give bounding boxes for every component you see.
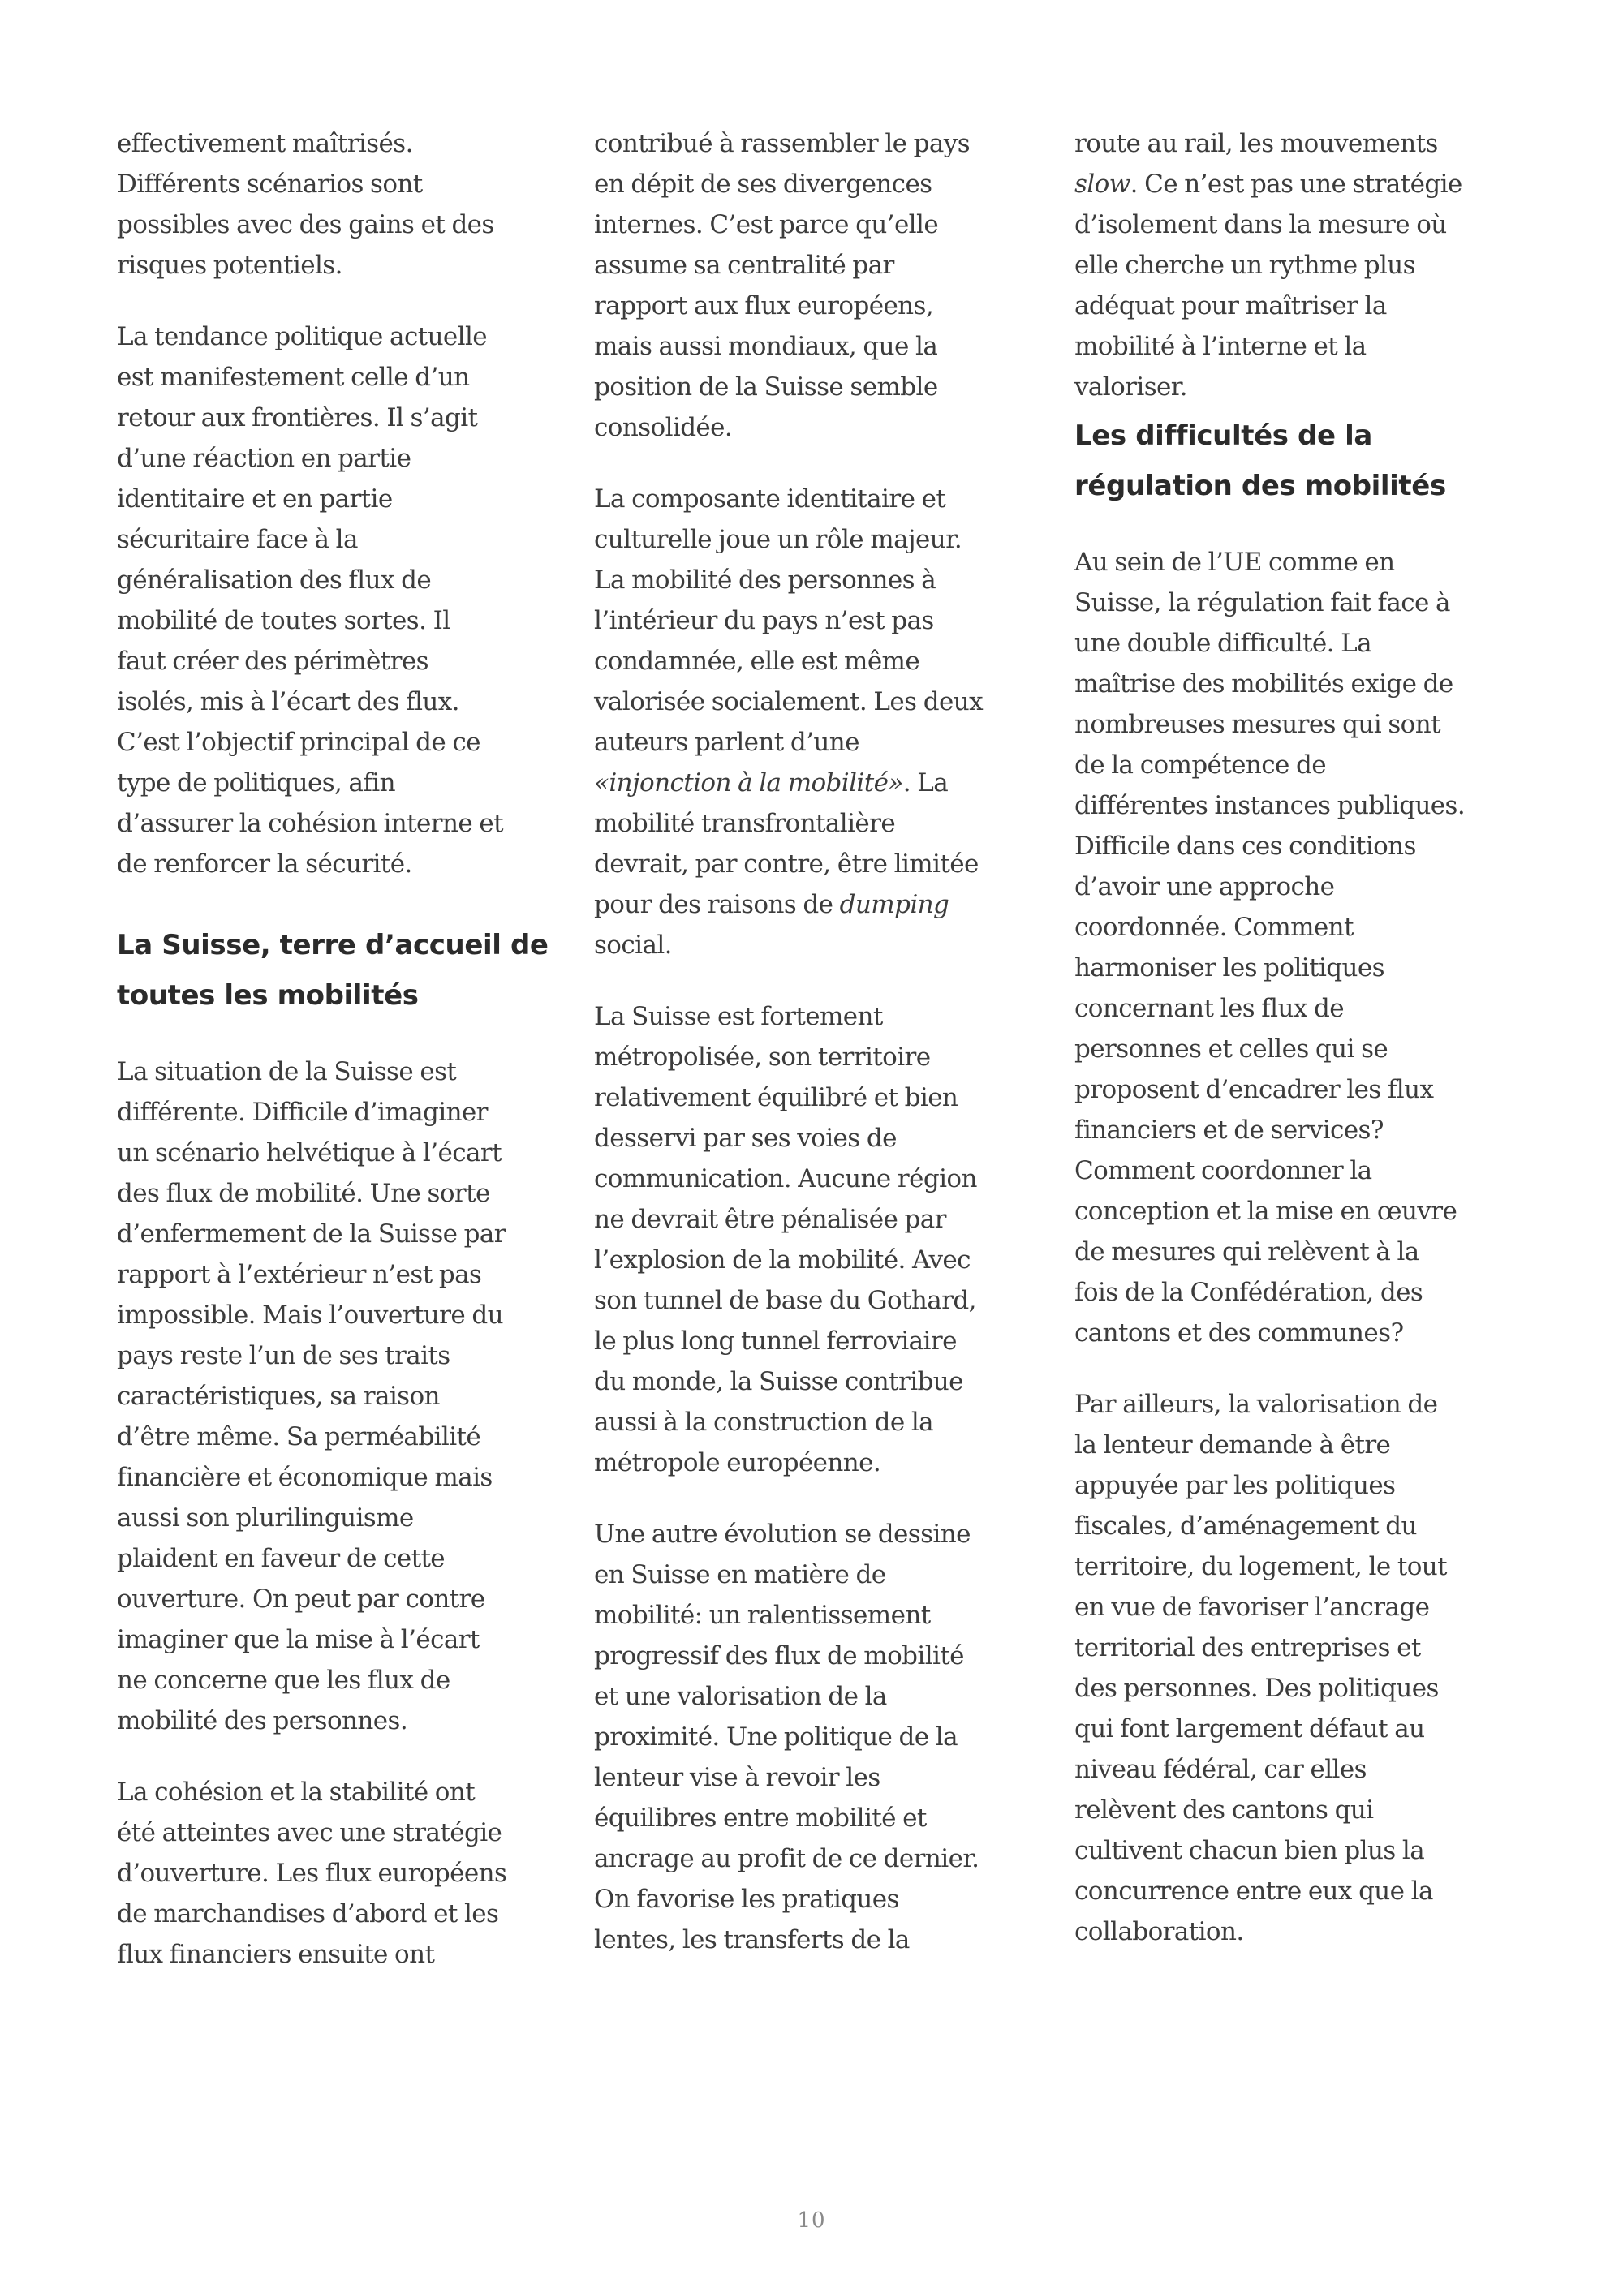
paragraph-text: social.: [594, 931, 672, 960]
paragraph-text: . Ce n’est pas une stratégie d’isolement dans la mesure où elle cherche un rythme plus adéquat pour maîtriser la mobilité à l’interne et la valoriser.: [1074, 170, 1462, 402]
column-1: [117, 123, 571, 1975]
paragraph: Au sein de l’UE comme en Suisse, la régulation fait face à une double difficulté. La maîtrise des mobilités exige de nombreuses mesures qui sont de la compétence de différentes instances publiques. Difficile dans ces conditions d’avoir une approche coordonnée. Comment harmoniser les politiques concernant les flux de personnes et celles qui se proposent d’encadrer les flux financiers et de services? Comment coordonner la conception et la mise en œuvre de mesures qui relèvent à la fois de la Confédération, des cantons et des communes?: [1074, 548, 1466, 1348]
paragraph: La situation de la Suisse est différente. Difficile d’imaginer un scénario helvétique à l’écart des flux de mobilité. Une sorte d’enfermement de la Suisse par rapport à l’extérieur n’est pas impossible. Mais l’ouverture du pays reste l’un de ses traits caractéristiques, sa raison d’être même. Sa perméabilité financière et économique mais aussi son plurilinguisme plaident en faveur de cette ouverture. On peut par contre imaginer que la mise à l’écart ne concerne que les flux de mobilité des personnes.: [117, 1057, 506, 1735]
column-2: [594, 123, 1048, 1960]
paragraph: contribué à rassembler le pays en dépit de ses divergences internes. C’est parce qu’elle assume sa centralité par rapport aux flux européens, mais aussi mondiaux, que la position de la Suisse semble consolidée.: [594, 129, 971, 442]
emphasis-text: slow: [1074, 170, 1130, 199]
paragraph: La cohésion et la stabilité ont été atteintes avec une stratégie d’ouverture. Les flux européens de marchandises d’abord et les flux financiers ensuite ont: [117, 1778, 507, 1969]
paragraph: Par ailleurs, la valorisation de la lenteur demande à être appuyée par les politiques fiscales, d’aménagement du territoire, du logement, le tout en vue de favoriser l’ancrage territorial des entreprises et des personnes. Des politiques qui font largement défaut au niveau fédéral, car elles relèvent des cantons qui cultivent chacun bien plus la concurrence entre eux que la collaboration.: [1074, 1390, 1448, 1946]
section-heading: La Suisse, terre d’accueil de toutes les mobilités: [117, 929, 549, 1012]
paragraph: [1074, 123, 1529, 407]
paragraph-text: La composante identitaire et culturelle joue un rôle majeur. La mobilité des personnes à l’intérieur du pays n’est pas condamnée, elle est même valorisée socialement. Les deux auteurs parlent d’une: [594, 484, 983, 757]
paragraph: Une autre évolution se dessine en Suisse en matière de mobilité: un ralentissement progressif des flux de mobilité et une valorisation de la proximité. Une politique de la lenteur vise à revoir les équilibres entre mobilité et ancrage au profit de ce dernier. On favorise les pratiques lentes, les transferts de la: [594, 1520, 979, 1954]
column-3: [1074, 123, 1529, 1952]
emphasis-text: dumping: [839, 890, 949, 919]
paragraph-text: route au rail, les mouvements: [1074, 129, 1438, 158]
section-heading: Les difficultés de la régulation des mobilités: [1074, 419, 1446, 502]
paragraph: effectivement maîtrisés. Différents scénarios sont possibles avec des gains et des risques potentiels.: [117, 129, 494, 280]
paragraph: La tendance politique actuelle est manifestement celle d’un retour aux frontières. Il s’agit d’une réaction en partie identitaire et en partie sécuritaire face à la généralisation des flux de mobilité de toutes sortes. Il faut créer des périmètres isolés, mis à l’écart des flux. C’est l’objectif principal de ce type de politiques, afin d’assurer la cohésion interne et de renforcer la sécurité.: [117, 322, 503, 879]
page-number: 10: [797, 2208, 826, 2233]
paragraph-text: . La mobilité transfrontalière devrait, par contre, être limitée pour des raisons de: [594, 768, 979, 919]
paragraph: [594, 479, 1048, 965]
emphasis-text: «injonction à la mobilité»: [594, 768, 903, 798]
paragraph: La Suisse est fortement métropolisée, son territoire relativement équilibré et bien desservi par ses voies de communication. Aucune région ne devrait être pénalisée par l’explosion de la mobilité. Avec son tunnel de base du Gothard, le plus long tunnel ferroviaire du monde, la Suisse contribue aussi à la construction de la métropole européenne.: [594, 1002, 977, 1477]
